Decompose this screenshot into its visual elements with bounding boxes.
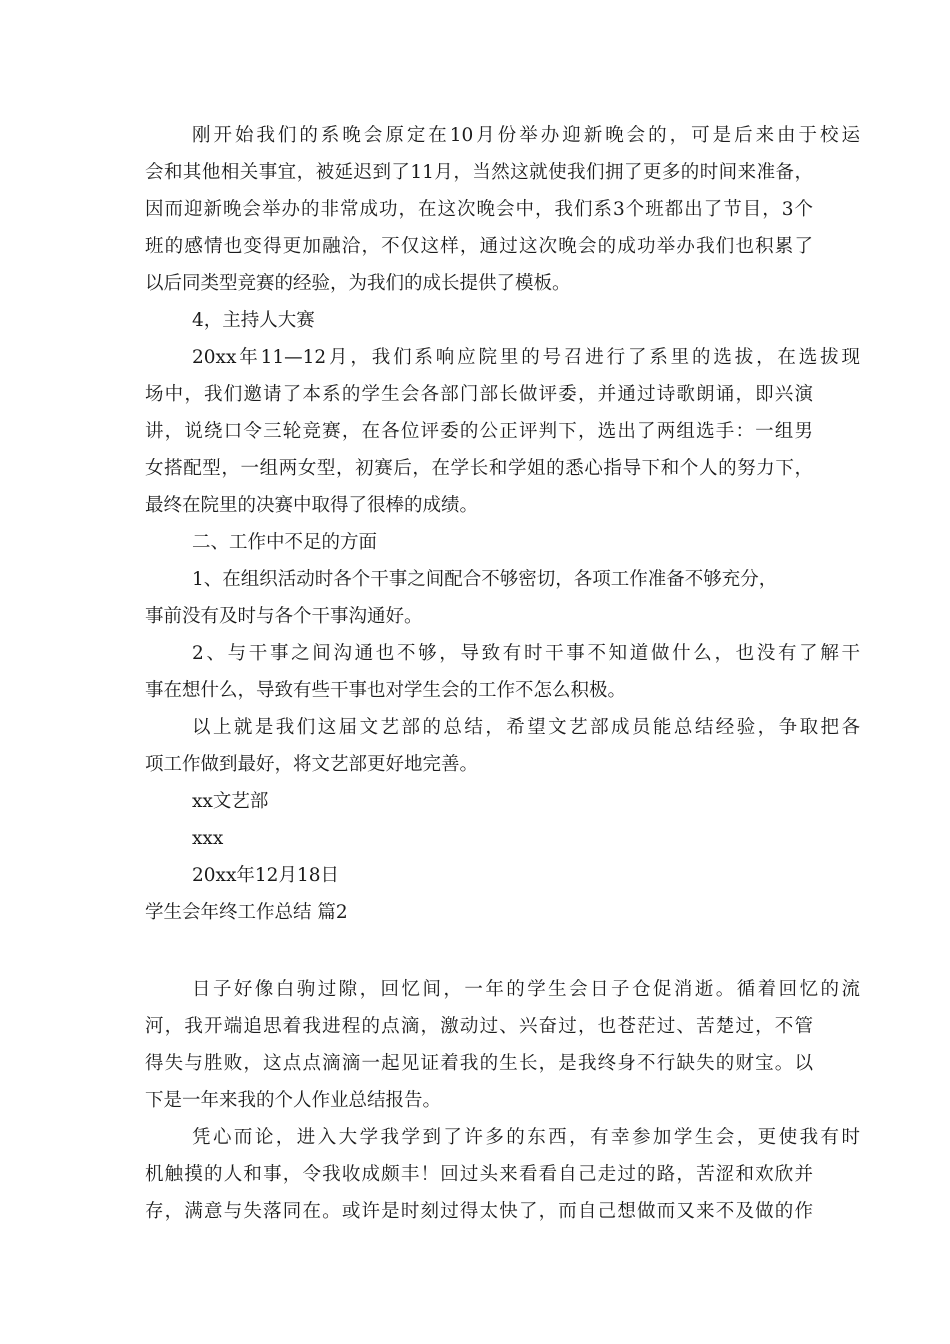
paragraph-line: 女搭配型，一组两女型，初赛后，在学长和学姐的悉心指导下和个人的努力下， — [145, 458, 813, 479]
paragraph-line: 最终在院里的决赛中取得了很棒的成绩。 — [145, 495, 479, 516]
paragraph-line: 2、与干事之间沟通也不够，导致有时干事不知道做什么，也没有了解干 — [192, 643, 860, 664]
paragraph-line: 事在想什么，导致有些干事也对学生会的工作不怎么积极。 — [145, 680, 627, 701]
paragraph-line: 凭心而论，进入大学我学到了许多的东西，有幸参加学生会，更使我有时 — [192, 1127, 860, 1148]
paragraph-line: 河，我开端追思着我进程的点滴，激动过、兴奋过，也苍茫过、苦楚过，不管 — [145, 1016, 813, 1037]
paragraph-line: 场中，我们邀请了本系的学生会各部门部长做评委，并通过诗歌朗诵，即兴演 — [145, 384, 813, 405]
spacer — [145, 931, 825, 971]
paragraph-line: 存，满意与失落同在。或许是时刻过得太快了，而自己想做而又来不及做的作 — [145, 1201, 813, 1222]
signature-name: xxx — [192, 828, 224, 849]
item-heading: 4，主持人大赛 — [192, 310, 315, 331]
paragraph-line: 项工作做到最好，将文艺部更好地完善。 — [145, 754, 479, 775]
paragraph-line: 以后同类型竞赛的经验，为我们的成长提供了模板。 — [145, 273, 571, 294]
paragraph-line: 20xx年11—12月，我们系响应院里的号召进行了系里的选拔，在选拔现 — [192, 347, 860, 368]
document-page — [145, 117, 860, 1230]
paragraph-line: 日子好像白驹过隙，回忆间，一年的学生会日子仓促消逝。循着回忆的流 — [192, 979, 860, 1000]
paragraph-line: 下是一年来我的个人作业总结报告。 — [145, 1090, 442, 1111]
paragraph-line: 讲，说绕口令三轮竞赛，在各位评委的公正评判下，选出了两组选手：一组男 — [145, 421, 813, 442]
paragraph-line: 会和其他相关事宜，被延迟到了11月，当然这就使我们拥了更多的时间来准备， — [145, 162, 813, 183]
paragraph-line: 因而迎新晚会举办的非常成功，在这次晚会中，我们系3个班都出了节目，3个 — [145, 199, 813, 220]
signature-dept: xx文艺部 — [192, 791, 269, 812]
paragraph-line: 1、在组织活动时各个干事之间配合不够密切，各项工作准备不够充分， — [192, 569, 778, 590]
paragraph-line: 机触摸的人和事，令我收成颇丰！回过头来看看自己走过的路，苦涩和欢欣并 — [145, 1164, 813, 1185]
paragraph-line: 以上就是我们这届文艺部的总结，希望文艺部成员能总结经验，争取把各 — [192, 717, 860, 738]
section-heading: 二、工作中不足的方面 — [192, 532, 378, 553]
paragraph-line: 事前没有及时与各个干事沟通好。 — [145, 606, 423, 627]
paragraph-line: 得失与胜败，这点点滴滴一起见证着我的生长，是我终身不行缺失的财宝。以 — [145, 1053, 813, 1074]
paragraph-line: 刚开始我们的系晚会原定在10月份举办迎新晚会的，可是后来由于校运 — [192, 125, 860, 146]
paragraph-line: 班的感情也变得更加融洽，不仅这样，通过这次晚会的成功举办我们也积累了 — [145, 236, 813, 257]
signature-date: 20xx年12月18日 — [192, 865, 339, 886]
section-title: 学生会年终工作总结 篇2 — [145, 902, 348, 923]
